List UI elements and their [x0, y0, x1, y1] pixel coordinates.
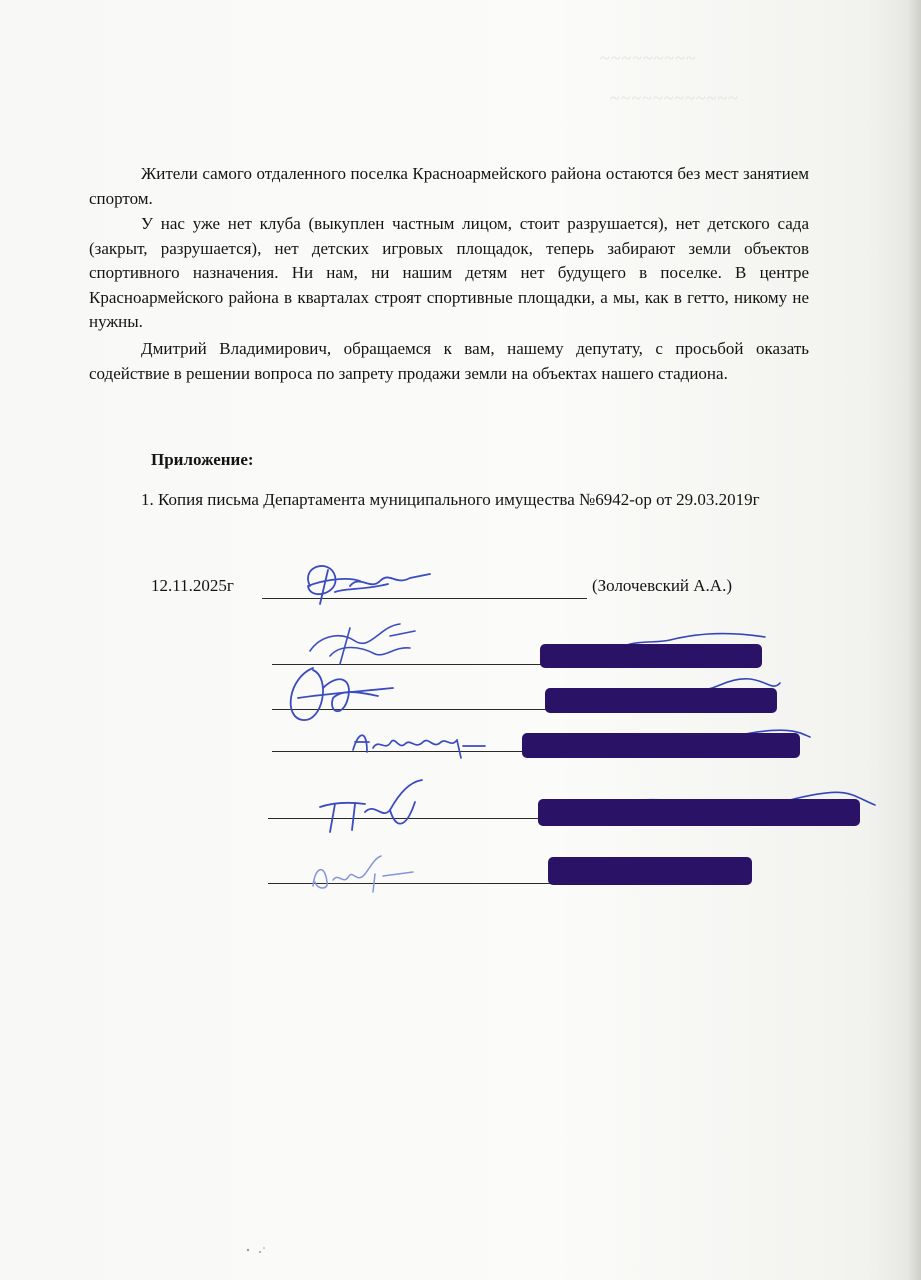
bleed-through-text: ~~~~~~~~~ — [600, 48, 697, 68]
redaction-box — [538, 799, 860, 826]
first-signer-name: (Золочевский А.А.) — [592, 576, 732, 595]
paragraph-3: Дмитрий Владимирович, обращаемся к вам, нашему депутату, с просьбой оказать содействие в решении вопроса по запрету продажи земли на объектах нашего стадиона. — [89, 339, 809, 383]
page-edge-shadow — [907, 0, 921, 1280]
bleed-through-text: ~~~~~~~~~~~~ — [610, 88, 739, 108]
paragraph-2: У нас уже нет клуба (выкуплен частным лицом, стоит разрушается), нет детского сада (закрыт, разрушается), нет детских игровых площадок, теперь забирают земли объектов спортивного назначения. Ни нам, ни нашим детям нет будущего в поселке. В центре Красноармейского района в кварталах строят спортивные площадки, а мы, как в гетто, никому не нужны. — [89, 214, 809, 331]
signature-4 — [345, 720, 495, 765]
signature-1 — [290, 556, 440, 616]
redaction-box — [548, 857, 752, 885]
redaction-box — [522, 733, 800, 758]
paragraph-1: Жители самого отдаленного поселка Красноармейского района остаются без мест занятием спортом. — [89, 164, 809, 208]
appendix-item-1: 1. Копия письма Департамента муниципального имущества №6942-ор от 29.03.2019г — [141, 490, 760, 509]
redaction-box — [545, 688, 777, 713]
redaction-box — [540, 644, 762, 668]
paper-specks — [240, 1240, 280, 1260]
signature-date: 12.11.2025г — [151, 576, 234, 595]
signature-5 — [310, 772, 440, 842]
signature-6 — [305, 846, 425, 896]
appendix-heading: Приложение: — [151, 450, 254, 469]
